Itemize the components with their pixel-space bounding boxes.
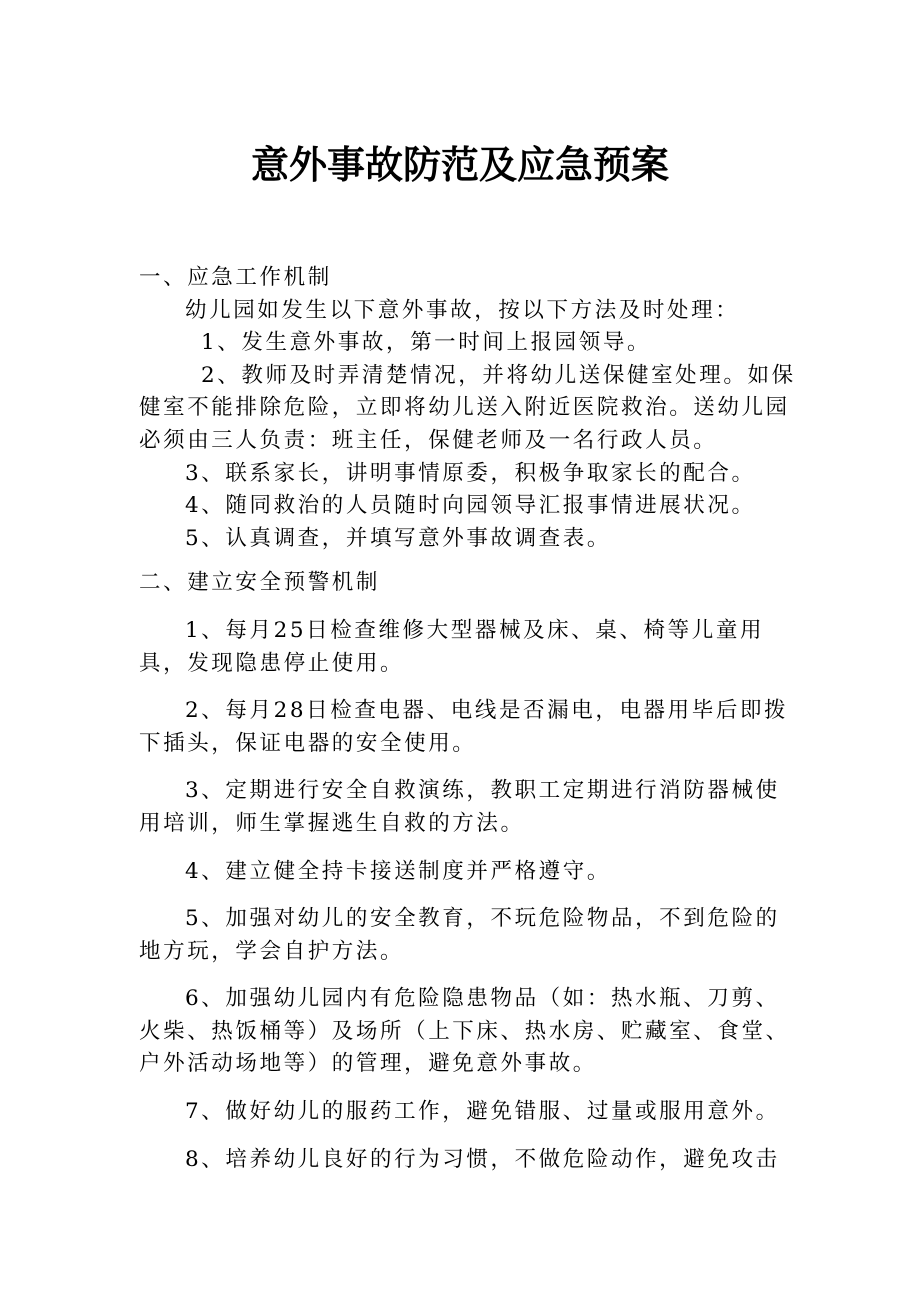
list-item: 3、定期进行安全自救演练，教职工定期进行消防器械使用培训，师生掌握逃生自救的方法。 [139, 778, 780, 836]
list-item: 1、每月25日检查维修大型器械及床、桌、椅等儿童用具，发现隐患停止使用。 [139, 617, 765, 676]
section-heading-emergency-mechanism: 一、应急工作机制 [139, 265, 332, 290]
list-item: 6、加强幼儿园内有危险隐患物品（如：热水瓶、刀剪、火柴、热饭桶等）及场所（上下床、热水房、贮藏室、食堂、户外活动场地等）的管理，避免意外事故。 [139, 986, 790, 1077]
list-item: 5、加强对幼儿的安全教育，不玩危险物品，不到危险的地方玩，学会自护方法。 [139, 906, 780, 964]
list-item: 2、每月28日检查电器、电线是否漏电，电器用毕后即拨下插头，保证电器的安全使用。 [139, 698, 789, 756]
list-item: 3、联系家长，讲明事情原委，积极争取家长的配合。 [185, 460, 756, 486]
list-item: 7、做好幼儿的服药工作，避免错服、过量或服用意外。 [185, 1099, 780, 1125]
section-intro: 幼儿园如发生以下意外事故，按以下方法及时处理： [185, 297, 740, 323]
document-body [139, 262, 799, 1176]
list-item: 4、随同救治的人员随时向园领导汇报事情进展状况。 [185, 493, 756, 519]
list-item: 4、建立健全持卡接送制度并严格遵守。 [185, 858, 611, 884]
document-title: 意外事故防范及应急预案 [250, 143, 669, 187]
list-item: 2、教师及时弄清楚情况，并将幼儿送保健室处理。如保健室不能排除危险，立即将幼儿送入附近医院救治。送幼儿园必须由三人负责：班主任，保健老师及一名行政人员。 [139, 362, 796, 453]
list-item: 5、认真调查，并填写意外事故调查表。 [185, 525, 611, 551]
section-heading-warning-mechanism: 二、建立安全预警机制 [139, 570, 381, 596]
list-item: 1、发生意外事故，第一时间上报园领导。 [201, 330, 652, 356]
list-item: 8、培养幼儿良好的行为习惯，不做危险动作，避免攻击 [185, 1146, 780, 1172]
